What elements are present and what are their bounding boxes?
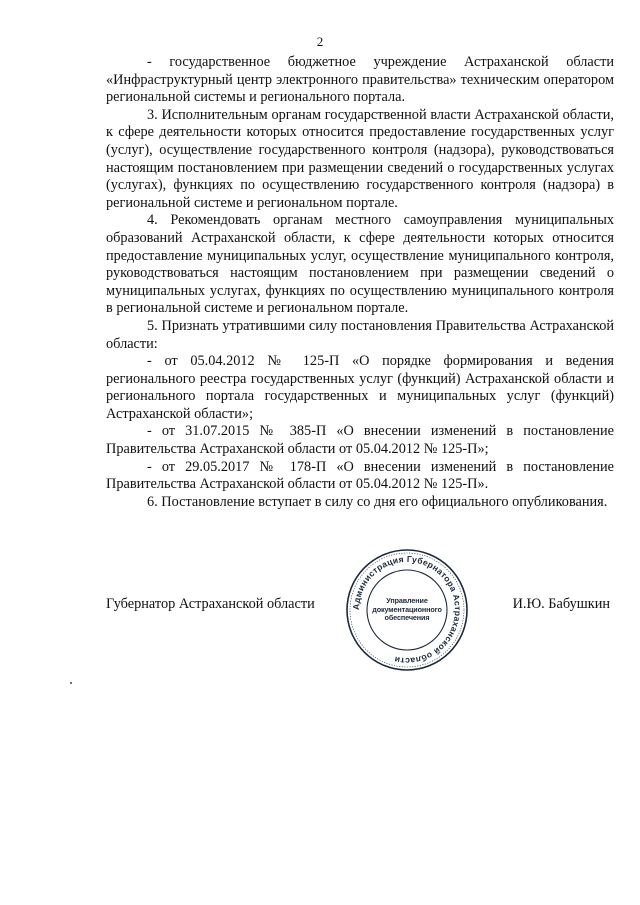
paragraph-5: 5. Признать утратившими силу постановления Правительства Астраханской области: [106, 317, 614, 352]
signatory-title: Губернатор Астраханской области [106, 596, 315, 612]
paragraph-5-item-3: - от 29.05.2017 № 178-П «О внесении изменений в постановление Правительства Астраханской области от 05.04.2012 № 125-П». [106, 458, 614, 493]
stamp-line: обеспечения [384, 613, 430, 623]
paragraph-6: 6. Постановление вступает в силу со дня его официального опубликования. [147, 493, 608, 510]
page-number: 2 [316, 34, 324, 49]
paragraph-5-item-1: - от 05.04.2012 № 125-П «О порядке формирования и ведения регионального реестра государственных услуг (функций) Астраханской области и регионального портала государственных и муниципальных услуг (функций) Астраханской области»; [106, 353, 614, 422]
paragraph-4: 4. Рекомендовать органам местного самоуправления муниципальных образований Астраханской области, к сфере деятельности которых относится предоставление муниципальных услуг, осуществление муниципального контроля, руководствоваться настоящим постановлением при размещении сведений о муниципальных услугах, функциях по осуществлению муниципального контроля в региональной системе и региональном портале. [106, 212, 614, 317]
official-stamp [345, 548, 469, 672]
stamp-line: Управление [386, 596, 428, 606]
signature-block [0, 548, 640, 678]
stamp-line: документационного [372, 604, 442, 614]
document-body [106, 54, 614, 511]
svg-text:Администрация Губернатора Астр: Администрация Губернатора Астраханской области [350, 553, 464, 667]
signatory-name: И.Ю. Бабушкин [512, 596, 610, 612]
stamp-center-text [345, 548, 469, 672]
paragraph-5-item-2: - от 31.07.2015 № 385-П «О внесении изменений в постановление Правительства Астраханской области от 05.04.2012 № 125-П»; [106, 423, 614, 458]
paragraph-3: 3. Исполнительным органам государственной власти Астраханской области, к сфере деятельности которых относится предоставление государственных услуг (услуг), осуществление государственного контроля (надзора), руководствоваться настоящим постановлением при размещении сведений о государственных услугах (услугах), функциях по осуществлению государственного контроля (надзора) в региональной системе и региональном портале. [106, 106, 614, 211]
paragraph-operator: - государственное бюджетное учреждение Астраханской области «Инфраструктурный центр электронного правительства» техническим оператором региональной системы и регионального портала. [106, 54, 614, 106]
scan-speck [70, 682, 72, 684]
